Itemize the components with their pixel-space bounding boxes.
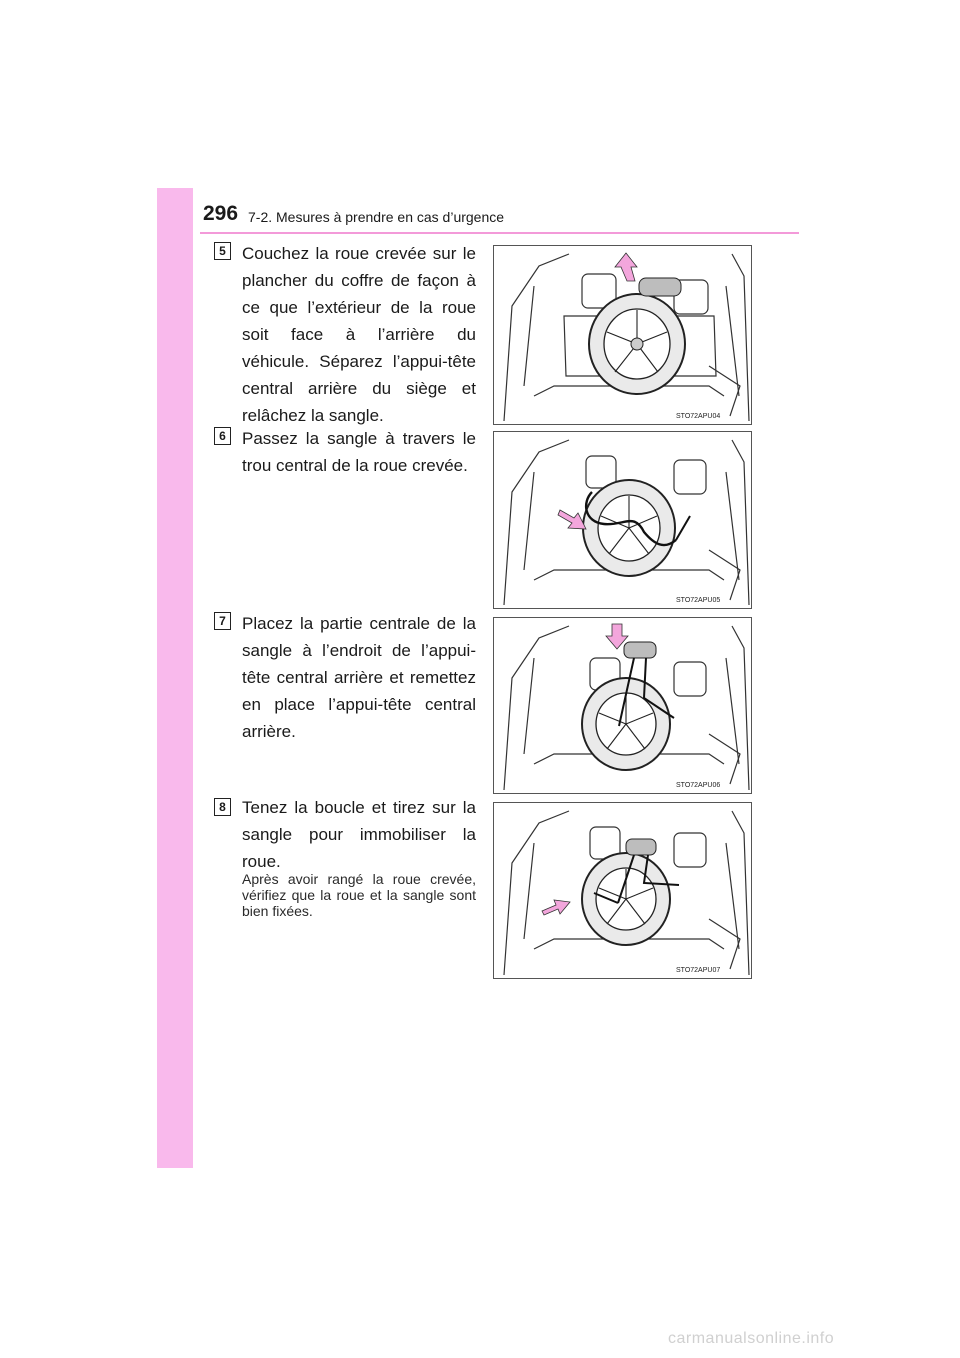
trunk-wheel-illustration [494,803,751,978]
trunk-wheel-illustration [494,432,751,608]
step-text-5: Couchez la roue crevée sur le plancher du coffre de façon à ce que l’extérieur de la roue soit face à l’arrière du véhicule. Séparez l’appui-tête central arrière du siège et relâchez la sangle. [242,244,476,425]
trunk-wheel-illustration [494,246,751,424]
step-number-6: 6 [214,427,231,445]
step-text-8: Tenez la boucle et tirez sur la sangle pour immobiliser la roue. [242,798,476,871]
step-text-6: Passez la sangle à travers le trou central de la roue crevée. [242,429,476,475]
figure-code-7: STO72APU06 [676,782,721,789]
figure-code-5: STO72APU04 [676,413,721,420]
illustration-step-5 [493,245,752,425]
step-note-8: Après avoir rangé la roue crevée, vérifiez que la roue et la sangle sont bien fixées. [242,871,476,919]
illustration-step-6 [493,431,752,609]
step-number-7: 7 [214,612,231,630]
illustration-step-8 [493,802,752,979]
watermark: carmanualsonline.info [668,1330,835,1347]
trunk-wheel-illustration [494,618,751,793]
chapter-title: 7-2. Mesures à prendre en cas d’urgence [248,209,505,225]
chapter-side-band [157,188,193,1168]
step-number-5: 5 [214,242,231,260]
header-divider [200,232,799,234]
illustration-step-7 [493,617,752,794]
figure-code-6: STO72APU05 [676,597,721,604]
page-number: 296 [203,202,239,225]
figure-code-8: STO72APU07 [676,967,721,974]
step-number-8: 8 [214,798,231,816]
step-text-7: Placez la partie centrale de la sangle à l’endroit de l’appui-tête central arrière et remettez en place l’appui-tête central arrière. [242,614,476,741]
